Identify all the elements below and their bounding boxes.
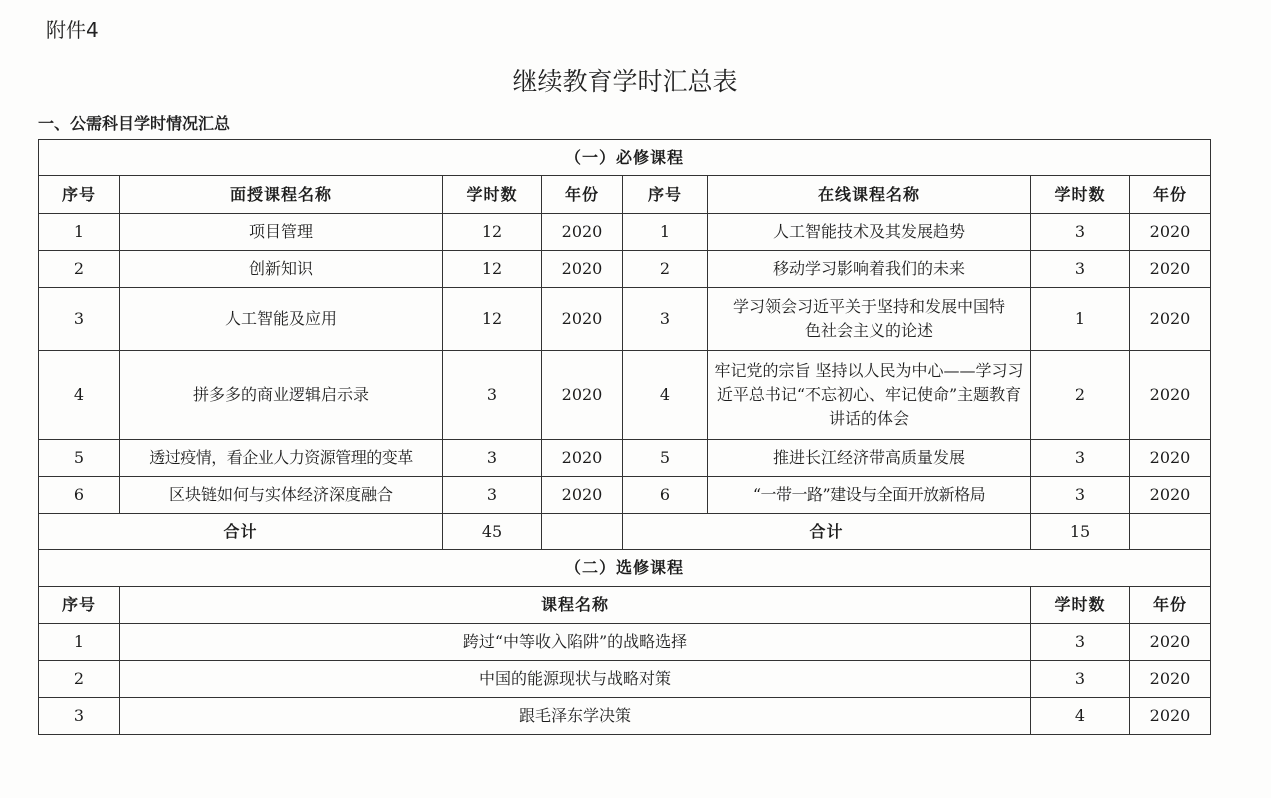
elective-group-row: [39, 550, 1211, 587]
online-seq: 1: [623, 214, 708, 251]
elective-header-hours: 学时数: [1031, 587, 1130, 624]
header-year: 年份: [542, 176, 623, 214]
elective-header-course-name: 课程名称: [120, 587, 1031, 624]
elective-year: 2020: [1130, 661, 1211, 698]
inperson-hours: 3: [443, 440, 542, 477]
online-course-name: 移动学习影响着我们的未来: [708, 251, 1031, 288]
inperson-total-label: 合计: [39, 514, 443, 550]
online-seq: 2: [623, 251, 708, 288]
online-course-name: 学习领会习近平关于坚持和发展中国特色社会主义的论述: [708, 288, 1031, 351]
attachment-label: 附件4: [46, 18, 99, 42]
required-group-row: [39, 140, 1211, 176]
online-year: 2020: [1130, 440, 1211, 477]
online-course-name: 牢记党的宗旨 坚持以人民为中心——学习习近平总书记“不忘初心、牢记使命”主题教育讲话的体会: [708, 351, 1031, 440]
online-course-name: 人工智能技术及其发展趋势: [708, 214, 1031, 251]
header-online-course-name: 在线课程名称: [708, 176, 1031, 214]
online-hours: 2: [1031, 351, 1130, 440]
required-group-title: （一）必修课程: [39, 140, 1211, 176]
inperson-hours: 3: [443, 351, 542, 440]
document-title: 继续教育学时汇总表: [512, 67, 738, 96]
inperson-hours: 12: [443, 214, 542, 251]
header-seq: 序号: [39, 176, 120, 214]
elective-hours: 3: [1031, 624, 1130, 661]
online-total-hours: 15: [1031, 514, 1130, 550]
elective-course-name: 中国的能源现状与战略对策: [120, 661, 1031, 698]
online-hours: 3: [1031, 251, 1130, 288]
elective-seq: 1: [39, 624, 120, 661]
online-total-year-empty: [1130, 514, 1211, 550]
online-year: 2020: [1130, 288, 1211, 351]
table-row: [39, 624, 1211, 661]
table-row: [39, 251, 1211, 288]
elective-header-row: [39, 587, 1211, 624]
elective-course-name: 跨过“中等收入陷阱”的战略选择: [120, 624, 1031, 661]
inperson-year: 2020: [542, 288, 623, 351]
elective-header-year: 年份: [1130, 587, 1211, 624]
online-total-label: 合计: [623, 514, 1031, 550]
inperson-course-name: 创新知识: [120, 251, 443, 288]
elective-hours: 3: [1031, 661, 1130, 698]
online-year: 2020: [1130, 214, 1211, 251]
online-hours: 3: [1031, 440, 1130, 477]
inperson-total-hours: 45: [443, 514, 542, 550]
row-seq: 3: [39, 288, 120, 351]
inperson-hours: 12: [443, 251, 542, 288]
section-heading: 一、公需科目学时情况汇总: [38, 114, 231, 133]
inperson-hours: 12: [443, 288, 542, 351]
row-seq: 5: [39, 440, 120, 477]
header-hours: 学时数: [443, 176, 542, 214]
elective-seq: 2: [39, 661, 120, 698]
elective-group-title: （二）选修课程: [39, 550, 1211, 587]
required-total-row: [39, 514, 1211, 550]
online-course-name: “一带一路”建设与全面开放新格局: [708, 477, 1031, 514]
online-seq: 5: [623, 440, 708, 477]
inperson-year: 2020: [542, 251, 623, 288]
online-seq: 4: [623, 351, 708, 440]
header-inperson-course-name: 面授课程名称: [120, 176, 443, 214]
online-hours: 1: [1031, 288, 1130, 351]
online-year: 2020: [1130, 477, 1211, 514]
online-hours: 3: [1031, 214, 1130, 251]
online-seq: 3: [623, 288, 708, 351]
header-seq-online: 序号: [623, 176, 708, 214]
inperson-course-name: 透过疫情，看企业人力资源管理的变革: [120, 440, 443, 477]
elective-year: 2020: [1130, 624, 1211, 661]
inperson-course-name: 区块链如何与实体经济深度融合: [120, 477, 443, 514]
inperson-year: 2020: [542, 440, 623, 477]
table-row: [39, 351, 1211, 440]
online-year: 2020: [1130, 351, 1211, 440]
table-row: [39, 698, 1211, 735]
row-seq: 4: [39, 351, 120, 440]
online-hours: 3: [1031, 477, 1130, 514]
credit-hours-summary-table: [38, 139, 1211, 735]
table-row: [39, 440, 1211, 477]
table-row: [39, 477, 1211, 514]
elective-seq: 3: [39, 698, 120, 735]
online-seq: 6: [623, 477, 708, 514]
inperson-hours: 3: [443, 477, 542, 514]
inperson-year: 2020: [542, 351, 623, 440]
inperson-total-year-empty: [542, 514, 623, 550]
table-row: [39, 288, 1211, 351]
elective-header-seq: 序号: [39, 587, 120, 624]
inperson-year: 2020: [542, 214, 623, 251]
table-row: [39, 661, 1211, 698]
row-seq: 1: [39, 214, 120, 251]
elective-course-name: 跟毛泽东学决策: [120, 698, 1031, 735]
inperson-course-name: 项目管理: [120, 214, 443, 251]
inperson-course-name: 人工智能及应用: [120, 288, 443, 351]
required-header-row: [39, 176, 1211, 214]
inperson-course-name: 拼多多的商业逻辑启示录: [120, 351, 443, 440]
online-year: 2020: [1130, 251, 1211, 288]
inperson-year: 2020: [542, 477, 623, 514]
online-course-name: 推进长江经济带高质量发展: [708, 440, 1031, 477]
header-year-online: 年份: [1130, 176, 1211, 214]
table-row: [39, 214, 1211, 251]
elective-year: 2020: [1130, 698, 1211, 735]
header-hours-online: 学时数: [1031, 176, 1130, 214]
row-seq: 2: [39, 251, 120, 288]
row-seq: 6: [39, 477, 120, 514]
elective-hours: 4: [1031, 698, 1130, 735]
